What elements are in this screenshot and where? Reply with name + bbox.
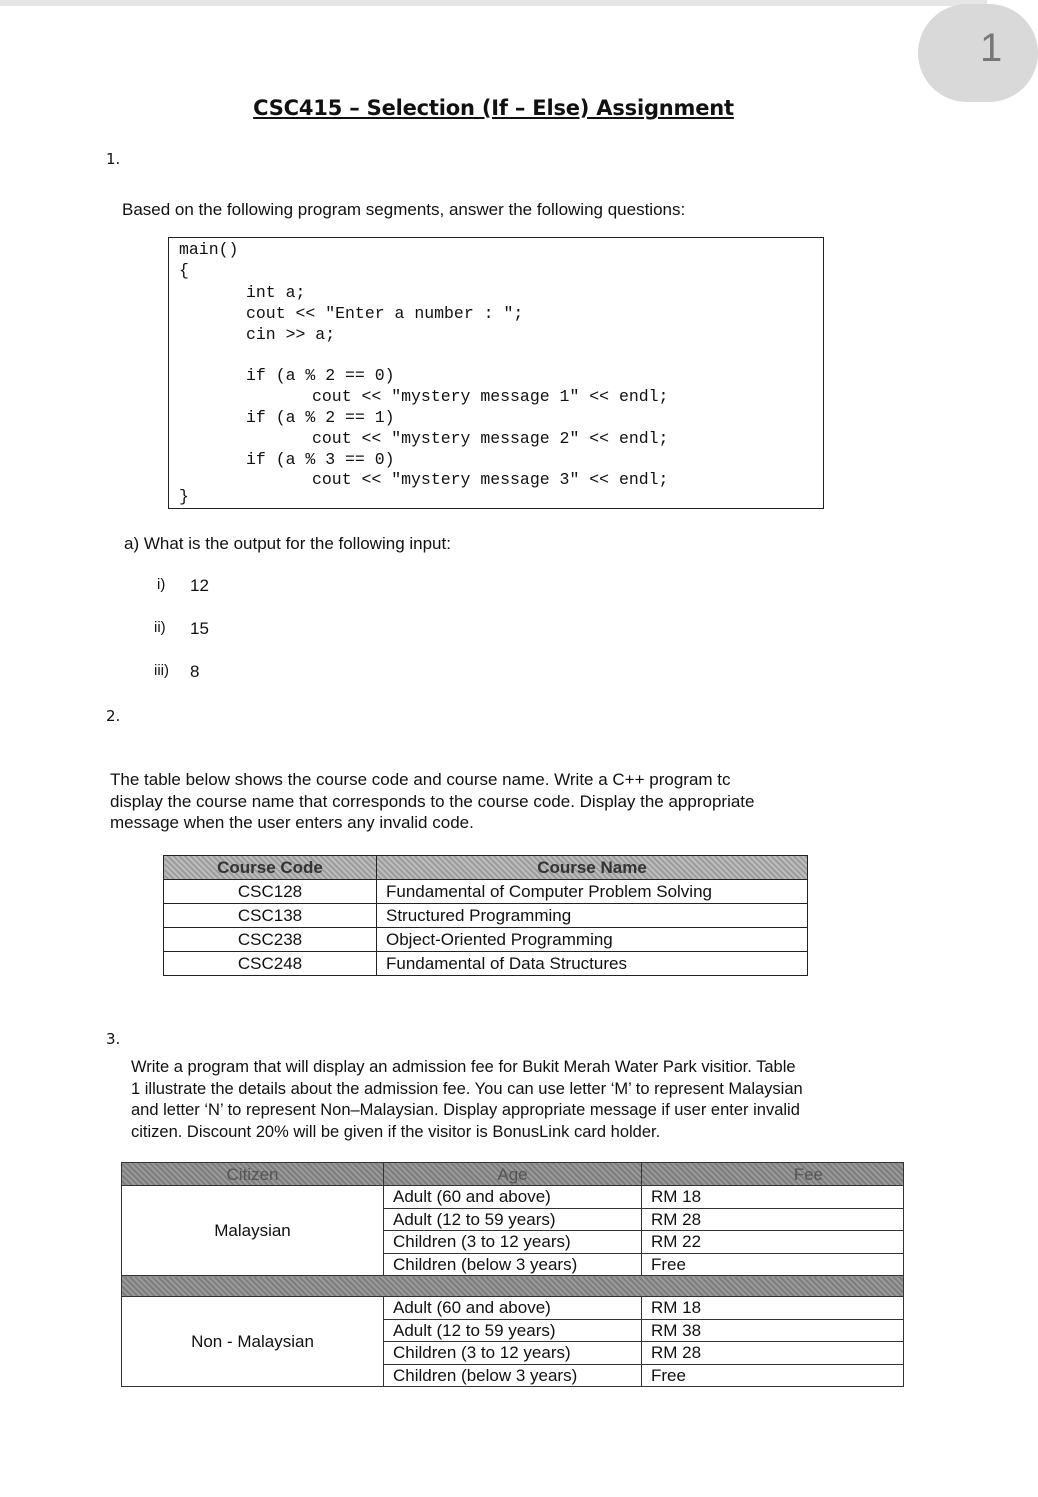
course-code-cell: CSC238 xyxy=(164,928,377,952)
column-header-age: Age xyxy=(384,1163,642,1186)
code-line: cout << "mystery message 3" << endl; xyxy=(312,470,669,489)
citizen-cell: Malaysian xyxy=(122,1186,384,1276)
question-3-text xyxy=(131,1057,901,1143)
question-3-line: Write a program that will display an admission fee for Bukit Merah Water Park visitior. Table xyxy=(131,1058,796,1076)
table-row xyxy=(122,1297,904,1320)
column-header-course-name: Course Name xyxy=(377,856,808,880)
code-box xyxy=(168,237,824,509)
course-code-cell: CSC248 xyxy=(164,952,377,976)
fee-cell: RM 18 xyxy=(642,1297,904,1320)
input-value: 15 xyxy=(190,619,209,638)
group-separator-row xyxy=(122,1276,904,1297)
fee-cell: RM 28 xyxy=(642,1208,904,1231)
question-2-line: display the course name that corresponds to the course code. Display the appropriate xyxy=(110,791,755,811)
admission-fee-table xyxy=(121,1162,904,1387)
age-cell: Adult (12 to 59 years) xyxy=(384,1208,642,1231)
question-2-text xyxy=(110,769,900,834)
citizen-cell: Non - Malaysian xyxy=(122,1297,384,1387)
column-header-course-code: Course Code xyxy=(164,856,377,880)
code-line: cout << "Enter a number : "; xyxy=(246,304,524,323)
age-cell: Children (3 to 12 years) xyxy=(384,1342,642,1365)
fee-cell: RM 38 xyxy=(642,1319,904,1342)
code-line: cout << "mystery message 1" << endl; xyxy=(312,387,669,406)
group-separator xyxy=(122,1276,904,1297)
question-1-prompt: Based on the following program segments, answer the following questions: xyxy=(122,200,686,219)
age-cell: Children (below 3 years) xyxy=(384,1253,642,1276)
age-cell: Adult (60 and above) xyxy=(384,1297,642,1320)
code-line: cout << "mystery message 2" << endl; xyxy=(312,429,669,448)
input-label: iii) xyxy=(154,662,169,679)
page-number-text: 1 xyxy=(980,26,1003,70)
table-row xyxy=(164,880,808,904)
table-row xyxy=(164,928,808,952)
table-header-row xyxy=(122,1163,904,1186)
question-3-line: 1 illustrate the details about the admission fee. You can use letter ‘M’ to represent Malaysian xyxy=(131,1079,803,1098)
input-label: ii) xyxy=(154,619,166,636)
input-value: 12 xyxy=(190,576,209,595)
top-bar xyxy=(0,0,987,6)
question-1-number: 1. xyxy=(106,150,121,168)
age-cell: Children (3 to 12 years) xyxy=(384,1231,642,1254)
fee-cell: Free xyxy=(642,1253,904,1276)
question-2-number: 2. xyxy=(106,707,121,725)
fee-cell: RM 28 xyxy=(642,1342,904,1365)
age-cell: Adult (12 to 59 years) xyxy=(384,1319,642,1342)
code-line: } xyxy=(179,487,189,506)
question-3-line: and letter ‘N’ to represent Non–Malaysian. Display appropriate message if user enter invalid xyxy=(131,1101,800,1119)
course-code-cell: CSC128 xyxy=(164,880,377,904)
input-label: i) xyxy=(157,576,166,593)
question-3-line: citizen. Discount 20% will be given if the visitor is BonusLink card holder. xyxy=(131,1122,661,1141)
age-cell: Children (below 3 years) xyxy=(384,1364,642,1387)
fee-cell: RM 18 xyxy=(642,1186,904,1209)
code-line: if (a % 2 == 0) xyxy=(246,366,395,385)
course-name-cell: Object-Oriented Programming xyxy=(377,928,808,952)
table-row xyxy=(164,904,808,928)
code-line: if (a % 2 == 1) xyxy=(246,408,395,427)
code-line: int a; xyxy=(246,283,306,302)
column-header-fee: Fee xyxy=(642,1163,904,1186)
question-1-part-a: a) What is the output for the following input: xyxy=(124,534,451,553)
course-name-cell: Structured Programming xyxy=(377,904,808,928)
page-number-badge[interactable] xyxy=(918,4,1038,102)
code-line: if (a % 3 == 0) xyxy=(246,450,395,469)
question-2-line: The table below shows the course code and course name. Write a C++ program tc xyxy=(110,770,731,789)
code-line: { xyxy=(179,261,189,280)
fee-cell: RM 22 xyxy=(642,1231,904,1254)
course-code-cell: CSC138 xyxy=(164,904,377,928)
table-row xyxy=(122,1186,904,1209)
fee-cell: Free xyxy=(642,1364,904,1387)
question-3-number: 3. xyxy=(106,1030,121,1048)
course-table xyxy=(163,855,808,976)
page-title: CSC415 – Selection (If – Else) Assignment xyxy=(253,96,734,120)
code-line: main() xyxy=(179,240,239,259)
table-row xyxy=(164,952,808,976)
code-line: cin >> a; xyxy=(246,325,336,344)
age-cell: Adult (60 and above) xyxy=(384,1186,642,1209)
question-2-line: message when the user enters any invalid code. xyxy=(110,813,474,832)
course-name-cell: Fundamental of Computer Problem Solving xyxy=(377,880,808,904)
table-header-row xyxy=(164,856,808,880)
course-name-cell: Fundamental of Data Structures xyxy=(377,952,808,976)
input-value: 8 xyxy=(190,662,200,681)
column-header-citizen: Citizen xyxy=(122,1163,384,1186)
